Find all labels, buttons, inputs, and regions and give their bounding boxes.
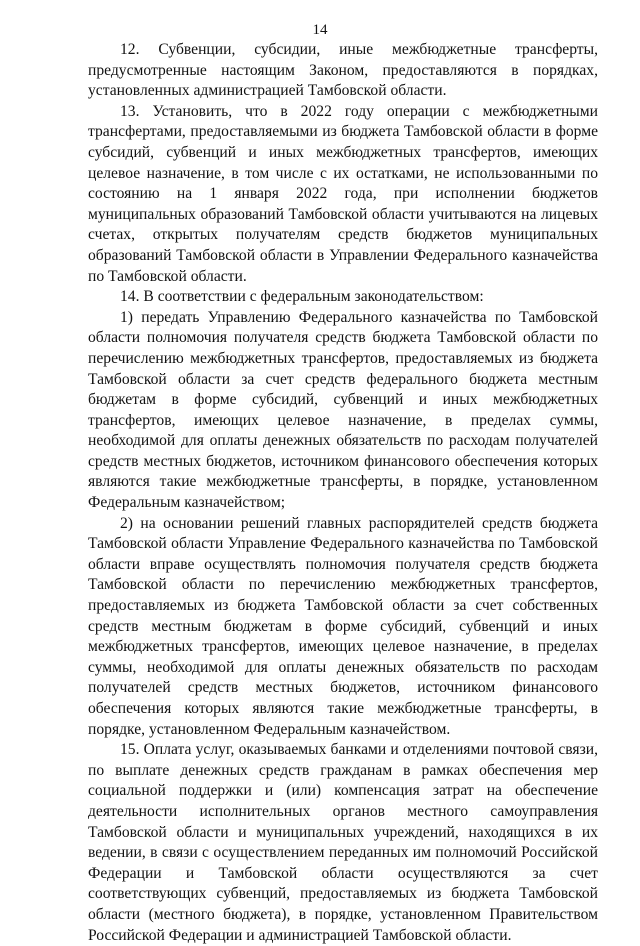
paragraph-13: 13. Установить, что в 2022 году операции с межбюджетными трансфертами, предоставляемыми из бюджета Тамбовской области в форме субсидий, субвенций и иных межбюджетных трансфертов, имеющих целевое назначение, в том числе с их остатками, не использованными по состоянию на 1 января 2022 года, при исполнении бюджетов муниципальных образований Тамбовской области учитываются на лицевых счетах, открытых получателям средств бюджетов муниципальных образований Тамбовской области в Управлении Федерального казначейства по Тамбовской области.: [88, 102, 598, 285]
paragraph-14-item-2: 2) на основании решений главных распорядителей средств бюджета Тамбовской области Управление Федерального казначейства по Тамбовской области вправе осуществлять полномочия получателя средств бюджета Тамбовской области по перечислению межбюджетных трансфертов, предоставляемых из бюджета Тамбовской области за счет собственных средств местным бюджетам в форме субсидий, субвенций и иных межбюджетных трансфертов, имеющих целевое назначение, в пределах суммы, необходимой для оплаты денежных обязательств по расходам получателей средств местных бюджетов, источником финансового обеспечения которых являются такие межбюджетные трансферты, в порядке, установленном Федеральным казначейством.: [88, 514, 598, 738]
paragraph-15: 15. Оплата услуг, оказываемых банками и отделениями почтовой связи, по выплате денежных средств гражданам в рамках обеспечения мер социальной поддержки и (или) компенсация затрат на обеспечение деятельности исполнительных органов местного самоуправления Тамбовской области и муниципальных учреждений, находящихся в их ведении, в связи с осуществлением переданных им полномочий Российской Федерации и Тамбовской области осуществляются за счет соответствующих субвенций, предоставляемых из бюджета Тамбовской области (местного бюджета), в порядке, установленном Правительством Российской Федерации и администрацией Тамбовской области.: [88, 741, 598, 944]
page-number: 14: [312, 22, 328, 38]
paragraph-14-heading: 14. В соответствии с федеральным законодательством:: [120, 288, 484, 306]
paragraph-12: 12. Субвенции, субсидии, иные межбюджетные трансферты, предусмотренные настоящим Законом, предоставляются в порядках, установленных администрацией Тамбовской области.: [88, 41, 598, 100]
paragraph-14-item-1: 1) передать Управлению Федерального казначейства по Тамбовской области полномочия получателя средств бюджета Тамбовской области по перечислению межбюджетных трансфертов, предоставляемых из бюджета Тамбовской области за счет средств федерального бюджета местным бюджетам в форме субсидий, субвенций и иных межбюджетных трансфертов, имеющих целевое назначение, в пределах суммы, необходимой для оплаты денежных обязательств по расходам получателей средств местных бюджетов, источником финансового обеспечения которых являются такие межбюджетные трансферты, в порядке, установленном Федеральным казначейством;: [88, 308, 598, 512]
document-body: [88, 40, 598, 946]
